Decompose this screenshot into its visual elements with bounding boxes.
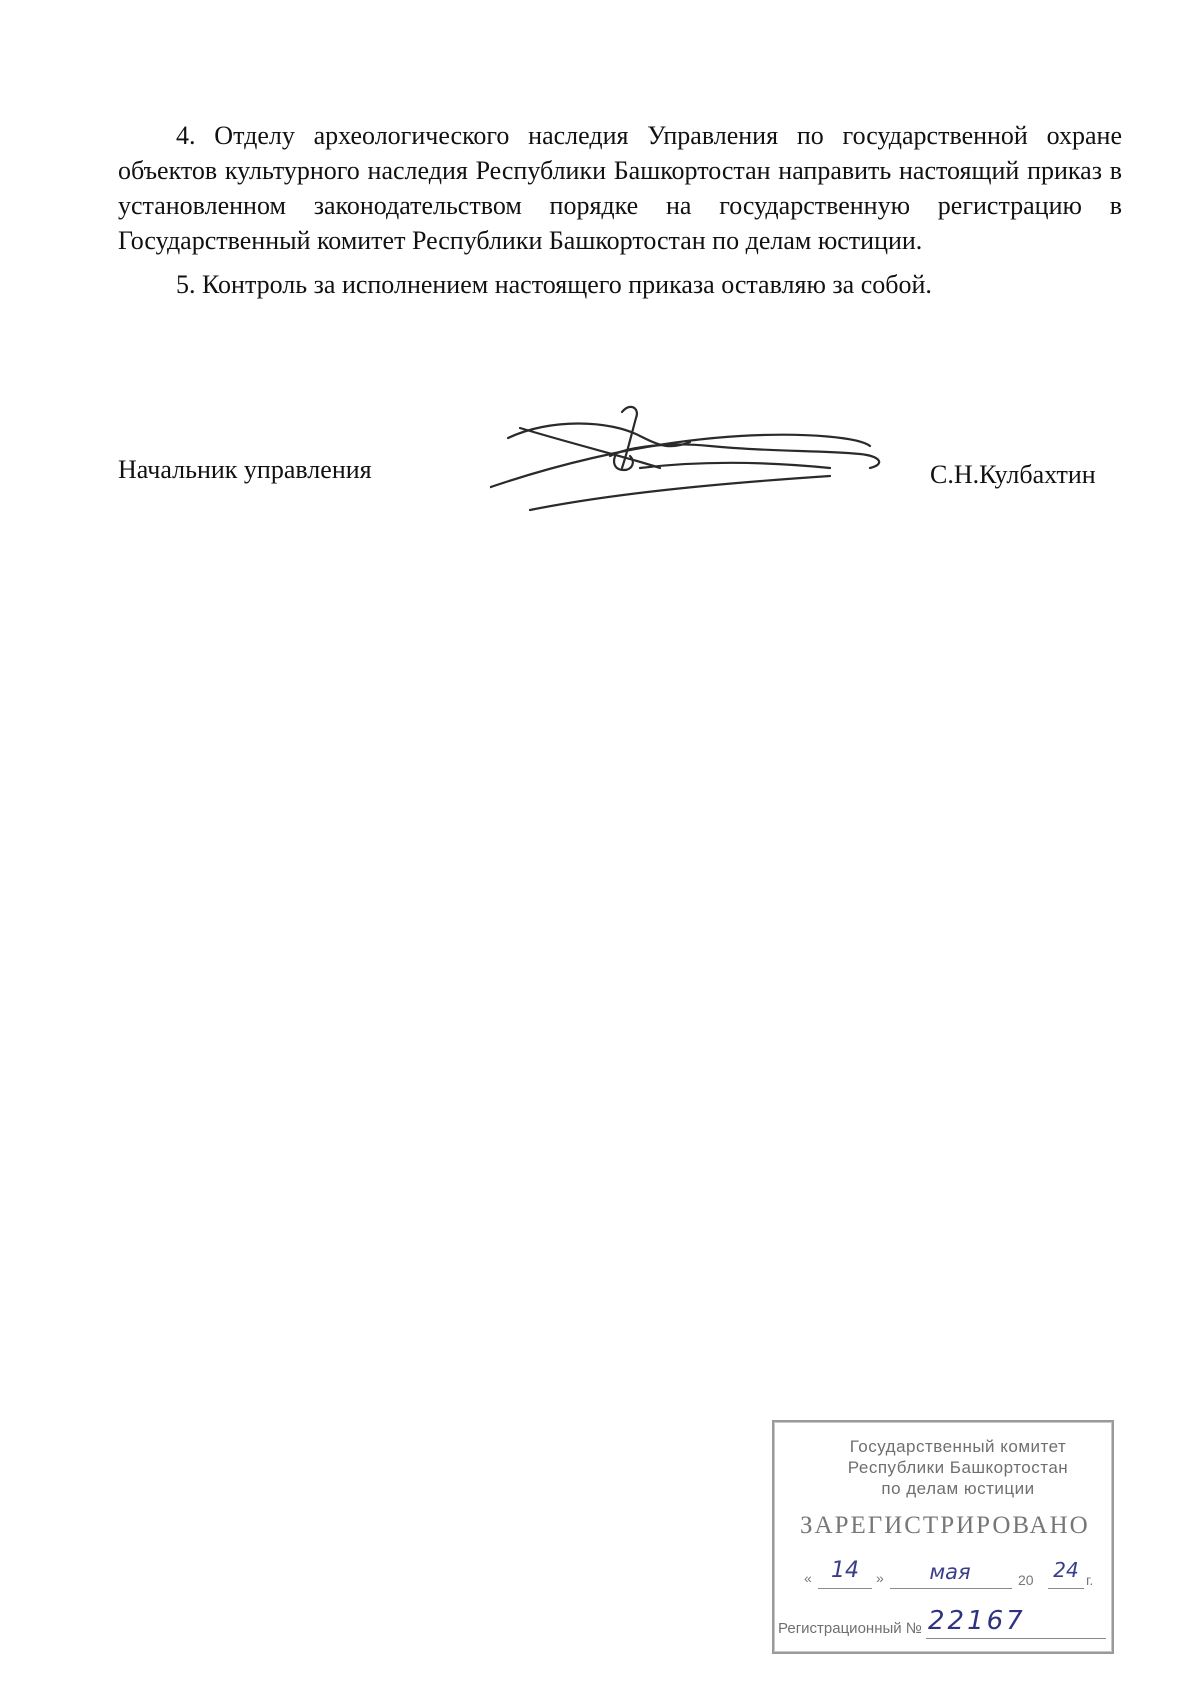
paragraph-item-5: 5. Контроль за исполнением настоящего приказа оставляю за собой.	[176, 270, 932, 299]
handwritten-signature	[490, 398, 930, 528]
stamp-organization	[814, 1436, 1102, 1499]
registration-label: Регистрационный №	[778, 1620, 922, 1637]
stamp-quote-open: «	[804, 1570, 812, 1586]
signer-name: С.Н.Кулбахтин	[930, 460, 1096, 489]
stamp-month: мая	[929, 1560, 971, 1584]
position-title: Начальник управления	[118, 455, 372, 484]
month-underline	[890, 1588, 1012, 1589]
stamp-status: ЗАРЕГИСТРИРОВАНО	[800, 1512, 1090, 1539]
stamp-org-line: Республики Башкортостан	[847, 1458, 1069, 1477]
stamp-quote-close: »	[876, 1570, 884, 1586]
stamp-day: 14	[831, 1558, 859, 1583]
paragraph-item-4: 4. Отделу археологического наследия Управления по государственной охране объектов культурного наследия Республики Башкортостан направить настоящий приказ в установленном законодательством порядке на государственную регистрацию в Государственный комитет Республики Башкортостан по делам юстиции.	[118, 121, 1122, 255]
stamp-org-line: по делам юстиции	[881, 1479, 1035, 1498]
stamp-org-line: Государственный комитет	[849, 1437, 1067, 1456]
registration-stamp	[772, 1420, 1114, 1654]
year-underline	[1048, 1588, 1084, 1589]
day-underline	[818, 1588, 872, 1589]
stamp-year-suffix: 24	[1053, 1558, 1079, 1582]
document-body	[118, 118, 1122, 311]
stamp-year-prefix: 20	[1018, 1572, 1034, 1588]
stamp-year-marker: г.	[1086, 1572, 1094, 1588]
stamp-registration	[778, 1608, 1108, 1642]
stamp-date	[804, 1558, 1104, 1592]
registration-number: 22167	[928, 1606, 1026, 1636]
registration-underline	[926, 1638, 1106, 1639]
